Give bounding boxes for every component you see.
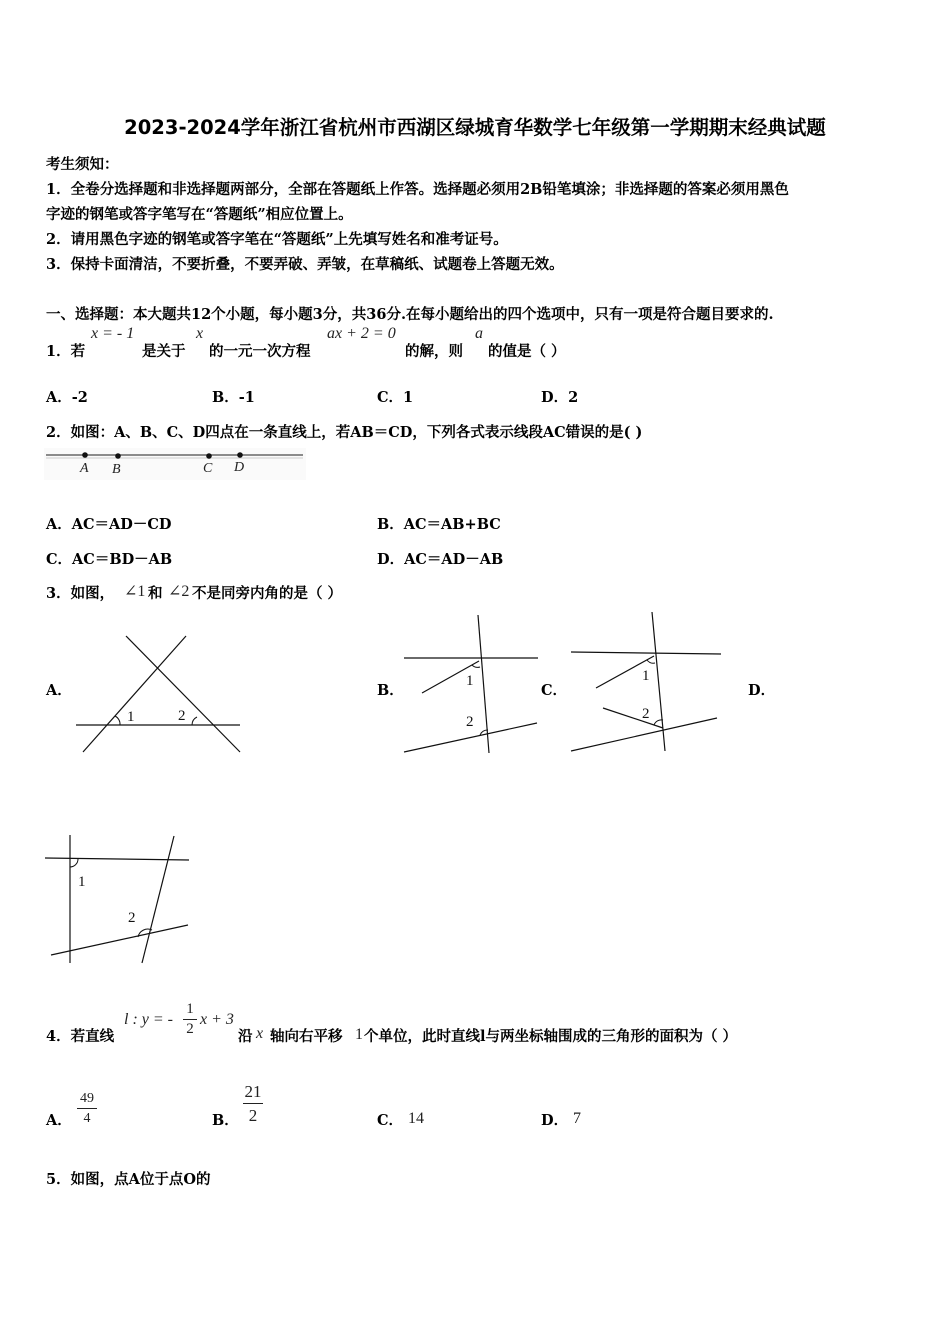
q1-text-2: 是关于: [142, 343, 186, 360]
q4-option-a-numerator: 49: [80, 1091, 94, 1106]
q4-option-a-denominator: 4: [77, 1108, 97, 1128]
q2-option-d: D．AC＝AD－AB: [377, 551, 504, 568]
q4-option-a-label: A．: [46, 1112, 72, 1129]
q4-option-b-fraction: [243, 1080, 263, 1127]
q1-math-a: a: [475, 325, 483, 342]
q4-option-b-numerator: 21: [244, 1082, 262, 1101]
notice-item-1-line-1: 1．全卷分选择题和非选择题两部分，全部在答题纸上作答。选择题必须用2B铅笔填涂；非选择题的答案必须用黑色: [46, 181, 789, 198]
q1-text-3: 的一元一次方程: [209, 343, 311, 360]
q3-option-d-label: D．: [748, 682, 776, 699]
q3a-angle-2-arc: [192, 717, 197, 725]
q2-point-b: [115, 453, 121, 459]
q4-option-b-label: B．: [212, 1112, 239, 1129]
q3d-label-1: 1: [78, 874, 86, 890]
q2-text: 2．如图：A、B、C、D四点在一条直线上，若AB＝CD，下列各式表示线段AC错误的是( ): [46, 424, 643, 441]
q3c-angle-1-arc: [647, 660, 655, 663]
q4-option-d-label: D．: [541, 1112, 569, 1129]
q3b-label-2: 2: [466, 714, 474, 730]
notice-item-3: 3．保持卡面清洁，不要折叠，不要弄破、弄皱，在草稿纸、试题卷上答题无效。: [46, 256, 564, 273]
q2-label-c: C: [203, 461, 213, 476]
q1-option-b: B．-1: [212, 389, 255, 406]
q3a-left-transversal: [83, 636, 186, 752]
notice-item-1-line-2: 字迹的钢笔或答字笔写在“答题纸”相应位置上。: [46, 206, 353, 223]
q4-eq-fraction: [183, 1000, 197, 1039]
q3b-label-1: 1: [466, 673, 474, 689]
q3c-label-1: 1: [642, 668, 650, 684]
q1-text-4: 的解，则: [405, 343, 463, 360]
q3-text-1: 3．如图，: [46, 585, 115, 602]
q3a-label-2: 2: [178, 708, 186, 724]
q2-point-a: [82, 452, 88, 458]
q1-option-d: D．2: [541, 389, 579, 406]
q4-option-c-value: 14: [408, 1110, 424, 1127]
q4-option-c-label: C．: [377, 1112, 404, 1129]
q4-math-x: x: [256, 1025, 264, 1042]
q4-eq-fraction-numerator: 1: [186, 1001, 194, 1017]
q1-option-a: A．-2: [46, 389, 88, 406]
q3b-transversal: [478, 615, 489, 753]
q4-option-b-denominator: 2: [243, 1103, 263, 1127]
q3a-angle-1-arc: [115, 716, 120, 725]
q3d-top-line: [45, 858, 189, 860]
q3-option-c-label: C．: [541, 682, 568, 699]
q2-point-c: [206, 453, 212, 459]
page-title: 2023-2024学年浙江省杭州市西湖区绿城育华数学七年级第一学期期末经典试题: [124, 116, 826, 139]
q1-math-x-equals-minus-1: x = - 1: [91, 325, 135, 342]
q4-math-1: 1: [355, 1026, 363, 1043]
notice-heading: 考生须知：: [46, 156, 119, 173]
q2-label-a: A: [80, 461, 89, 476]
q3-text-3: 不是同旁内角的是（ ）: [192, 585, 343, 602]
q3a-label-1: 1: [127, 709, 135, 725]
q3c-label-2: 2: [642, 706, 650, 722]
q4-option-d-value: 7: [573, 1110, 581, 1127]
q2-option-c: C．AC＝BD－AB: [46, 551, 173, 568]
q1-option-c: C．1: [377, 389, 414, 406]
q1-math-equation: ax + 2 = 0: [327, 325, 396, 342]
q3d-label-2: 2: [128, 910, 136, 926]
q3-figure-c: [568, 610, 723, 755]
q3d-angle-1-arc: [70, 859, 78, 867]
q3-math-angle-1: ∠1: [124, 583, 146, 600]
q3b-angle-1-arc: [472, 665, 480, 667]
q3-figure-b: [402, 613, 542, 758]
q3-figure-a: [70, 632, 245, 756]
section-heading: 一、选择题：本大题共12个小题，每小题3分，共36分.在每小题给出的四个选项中，只有一项是符合题目要求的.: [46, 306, 774, 323]
q5-text: 5．如图，点A位于点O的: [46, 1171, 211, 1188]
q3-text-2: 和: [148, 585, 163, 602]
q2-label-d: D: [234, 460, 245, 475]
q3d-bottom-line: [51, 925, 188, 955]
q4-eq-right: x + 3: [200, 1011, 234, 1028]
q2-point-d: [237, 452, 243, 458]
q1-text-5: 的值是（ ）: [488, 343, 566, 360]
q3-option-a-label: A．: [46, 682, 72, 699]
q2-option-b: B．AC＝AB+BC: [377, 516, 501, 533]
q4-eq-fraction-denominator: 2: [183, 1019, 197, 1039]
q2-label-b: B: [112, 462, 121, 477]
q3d-transversal: [142, 836, 174, 963]
q3c-top-line: [571, 652, 721, 654]
q3-figure-d: [44, 833, 192, 966]
q4-text-1: 4．若直线: [46, 1028, 115, 1045]
q3-math-angle-2: ∠2: [168, 583, 190, 600]
q1-math-x: x: [196, 325, 204, 342]
q4-text-3: 轴向右平移: [270, 1028, 343, 1045]
q3c-bottom-line: [571, 718, 717, 751]
q2-line-figure: [44, 448, 306, 480]
q3-option-b-label: B．: [377, 682, 404, 699]
q4-text-2: 沿: [238, 1028, 253, 1045]
q1-text-1: 1．若: [46, 343, 86, 360]
notice-item-2: 2．请用黑色字迹的钢笔或答字笔在“答题纸”上先填写姓名和准考证号。: [46, 231, 508, 248]
q2-option-a: A．AC＝AD－CD: [46, 516, 172, 533]
q4-eq-left: l : y = -: [124, 1011, 173, 1028]
q4-text-4: 个单位，此时直线l与两坐标轴围成的三角形的面积为（ ）: [364, 1028, 738, 1045]
q4-option-a-fraction: [77, 1089, 97, 1128]
q3a-right-transversal: [126, 636, 240, 752]
